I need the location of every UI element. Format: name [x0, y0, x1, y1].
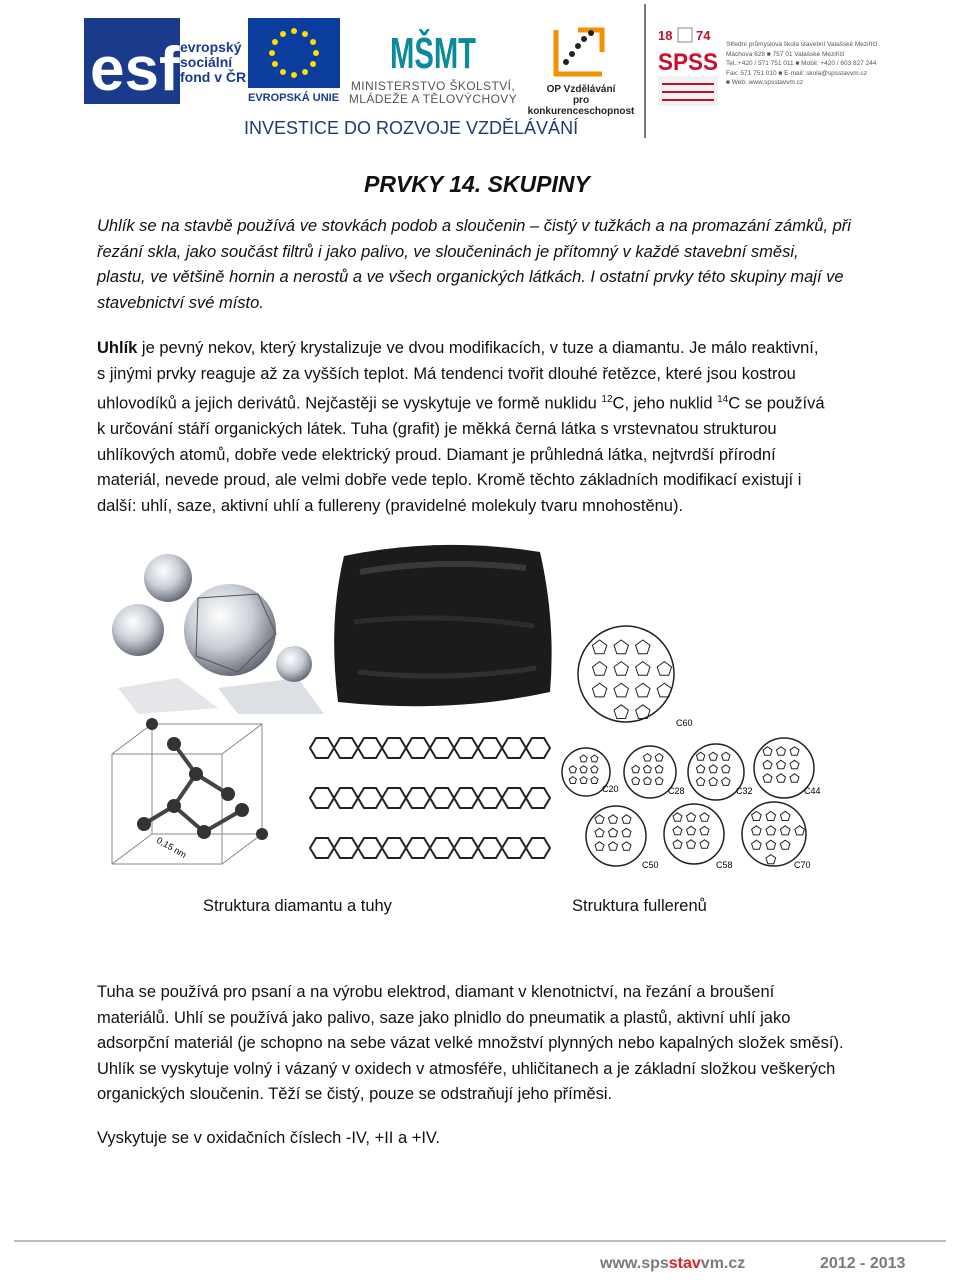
carbon-line-1-text: je pevný nekov, který krystalizuje ve dvou modifikacích, v tuze a diamantu. Je málo reaktivní,	[137, 339, 819, 357]
fullerene-diagram	[556, 622, 821, 874]
graphite-layer	[310, 788, 550, 808]
graphite-layer	[310, 838, 550, 858]
fullerene-facet	[622, 842, 631, 851]
carbon-line-1	[97, 336, 867, 362]
fullerene-facet	[687, 826, 696, 835]
fullerene-facet	[614, 640, 628, 654]
spss-logo	[656, 26, 720, 110]
eu-star-icon	[291, 72, 297, 78]
carbon-line-2: s jinými prvky reaguje až za vyšších teplot. Má tendenci tvořit dlouhé řetězce, které jsou kostrou	[97, 364, 796, 383]
header-slogan: INVESTICE DO ROZVOJE VZDĚLÁVÁNÍ	[244, 118, 579, 138]
msmt-logo	[390, 16, 520, 78]
graphite-photo	[330, 542, 556, 712]
fullerene-facet	[636, 705, 650, 719]
carbon-line-5: uhlíkových atomů, dobře vede elektrický proud. Diamant je průhledná látka, nejtvrdší přírodní	[97, 445, 776, 464]
fullerene-facet	[696, 777, 704, 785]
fullerene-facet	[569, 766, 576, 773]
op-logo	[548, 22, 610, 82]
op-title	[522, 84, 640, 117]
fullerene-facet	[657, 683, 671, 697]
fullerene-facet	[622, 828, 631, 837]
esf-logo-letters: esf	[90, 35, 180, 104]
carbon-paragraph	[97, 336, 867, 519]
school-contact-line: Střední průmyslová škola stavební Valašské Meziříčí	[726, 41, 878, 48]
eu-star-icon	[272, 61, 278, 67]
diamonds-photo	[98, 538, 324, 714]
nuclide-14-mass: 14	[717, 394, 729, 405]
footer-url-highlight: stav	[668, 1255, 701, 1272]
eu-star-icon	[302, 31, 308, 37]
fullerene-facet	[780, 826, 790, 835]
msmt-line-2: MLÁDEŽE A TĚLOVÝCHOVY	[348, 92, 518, 106]
intro-line: plastu, ve většině hornin a nerostů a ve všech organických látkách. I ostatní prvky této skupiny mají ve	[97, 268, 844, 286]
fullerene-facet	[766, 826, 776, 835]
msmt-logo-letters: MŠMT	[390, 29, 520, 78]
usage-line: organických sloučenin. Těží se čistý, pouze se odstraňují jeho příměsi.	[97, 1085, 613, 1103]
carbon-line-3-end: C se používá	[728, 394, 825, 413]
fullerene-facet	[569, 777, 576, 784]
fullerene-facet	[644, 777, 652, 784]
intro-line: stavebnictví své místo.	[97, 293, 264, 312]
eu-label: EVROPSKÁ UNIE	[248, 92, 340, 104]
fullerene-facet	[766, 811, 776, 820]
fullerene-facet	[795, 826, 805, 835]
fullerene-facet	[622, 815, 631, 824]
esf-line-2: sociální	[180, 54, 233, 70]
fullerene-facet	[592, 662, 606, 676]
fullerene-facet	[763, 774, 772, 783]
fullerene-facet	[709, 777, 717, 785]
usage-line: materiálů. Uhlí se používá jako palivo, saze jako plnidlo do pneumatik a plastů, aktivní uhlí jako	[97, 1008, 791, 1027]
fullerene-label-c58: C58	[716, 860, 733, 870]
eu-star-icon	[313, 50, 319, 56]
fullerene-facet	[763, 760, 772, 769]
caption-diamond-graphite: Struktura diamantu a tuhy	[203, 897, 392, 915]
fullerene-facet	[790, 747, 799, 756]
usage-line: Uhlík se vyskytuje volný i vázaný v oxidech v atmosféře, uhličitanech a je základní složkou veškerých	[97, 1059, 836, 1078]
eu-star-icon	[291, 28, 297, 34]
oxidation-states: Vyskytuje se v oxidačních číslech -IV, +II a +IV.	[97, 1129, 441, 1147]
fullerene-facet	[777, 760, 786, 769]
fullerene-facet	[752, 811, 762, 820]
carbon-line-4: k určování stáří organických látek. Tuha (grafit) je měkká černá látka s vrstevnatou strukturou	[97, 420, 777, 438]
fullerene-facet	[614, 705, 628, 719]
usage-line: Tuha se používá pro psaní a na výrobu elektrod, diamant v klenotnictví, na řezání a broušení	[97, 983, 775, 1001]
esf-title	[180, 40, 246, 85]
footer-url-suffix: vm.cz	[700, 1255, 746, 1272]
fullerene-facet	[609, 842, 618, 851]
eu-star-icon	[269, 50, 275, 56]
fullerene-facet	[790, 760, 799, 769]
footer-website-link[interactable]	[600, 1255, 745, 1273]
fullerene-label-c70: C70	[794, 860, 811, 870]
school-contact-line: ■ Web: www.spsstavvm.cz	[726, 79, 804, 86]
fullerene-facet	[790, 774, 799, 783]
fullerene-facet	[777, 747, 786, 756]
nuclide-12-mass: 12	[601, 394, 613, 405]
fullerene-facet	[592, 640, 606, 654]
fullerene-facet	[700, 826, 709, 835]
usage-line: adsorpční materiál (je schopno na sebe vázat velké množství plynných nebo kapalných složek směsí).	[97, 1034, 844, 1052]
fullerene-facet	[777, 774, 786, 783]
fullerene-facet	[700, 813, 709, 822]
carbon-line-3-text: uhlovodíků a jejich derivátů. Nejčastěji se vyskytuje ve formě nuklidu	[97, 394, 602, 413]
spss-year-left: 18	[658, 28, 673, 43]
fullerene-facet	[655, 765, 663, 772]
intro-paragraph	[97, 214, 867, 316]
fullerene-facet	[696, 752, 704, 760]
footer-school-year: 2012 - 2013	[820, 1255, 906, 1272]
fullerene-facet	[696, 765, 704, 773]
fullerene-facet	[580, 766, 587, 773]
fullerene-facet	[580, 777, 587, 784]
eu-flag-icon	[248, 18, 340, 88]
fullerene-facet	[722, 752, 730, 760]
esf-line-1: evropský	[180, 39, 242, 55]
caption-fullerenes: Struktura fullerenů	[572, 897, 707, 915]
fullerene-facet	[614, 662, 628, 676]
fullerene-facet	[673, 826, 682, 835]
eu-star-icon	[310, 61, 316, 67]
fullerene-facet	[766, 855, 776, 864]
school-contact-line: Fax: 571 751 010 ■ E-mail: skola@spsstavvm.cz	[726, 69, 867, 77]
esf-line-3: fond v ČR	[180, 69, 247, 85]
eu-star-icon	[280, 69, 286, 75]
fullerene-facet	[595, 842, 604, 851]
msmt-title	[348, 80, 518, 106]
fullerene-facet	[609, 828, 618, 837]
graphite-layers-diagram	[306, 724, 554, 870]
usage-paragraph	[97, 980, 867, 1108]
fullerene-facet	[592, 683, 606, 697]
fullerene-facet	[636, 683, 650, 697]
fullerene-facet	[632, 765, 640, 772]
op-line-2: pro konkurenceschopnost	[527, 95, 635, 117]
bond-length-label: 0,15 nm	[155, 835, 189, 860]
carbon-term: Uhlík	[97, 339, 138, 357]
eu-star-icon	[302, 69, 308, 75]
diamond-lattice-diagram	[104, 714, 284, 866]
fullerene-facet	[752, 840, 762, 849]
fullerene-facet	[709, 752, 717, 760]
fullerene-facet	[591, 777, 598, 784]
fullerene-label-c32: C32	[736, 786, 753, 796]
carbon-line-3-mid: C, jeho nuklid	[612, 394, 718, 413]
fullerene-facet	[700, 840, 709, 849]
intro-line: řezání skla, jako součást filtrů i jako palivo, ve sloučeninách je přítomný v každé stavební směsi,	[97, 242, 799, 261]
fullerene-facet	[763, 747, 772, 756]
fullerene-facet	[595, 828, 604, 837]
fullerene-facet	[709, 765, 717, 773]
fullerene-facet	[644, 754, 652, 761]
esf-logo	[84, 18, 180, 104]
fullerene-facet	[766, 840, 776, 849]
fullerene-facet	[687, 813, 696, 822]
fullerene-facet	[636, 662, 650, 676]
fullerene-facet	[580, 755, 587, 762]
fullerene-label-c44: C44	[804, 786, 821, 796]
fullerene-facet	[673, 840, 682, 849]
fullerene-facet	[609, 815, 618, 824]
fullerene-label-c28: C28	[668, 786, 685, 796]
spss-logo-letters: SPSS	[658, 49, 718, 76]
fullerene-facet	[780, 811, 790, 820]
school-contact-line: Máchova 628 ■ 757 01 Valašské Meziříčí	[726, 50, 845, 58]
msmt-line-1: MINISTERSTVO ŠKOLSTVÍ,	[350, 79, 516, 93]
header-divider	[644, 4, 646, 138]
op-line-1: OP Vzdělávání	[546, 84, 616, 95]
footer-url-prefix: www.sps	[600, 1255, 669, 1272]
fullerene-label-c20: C20	[602, 784, 619, 794]
fullerene-facet	[752, 826, 762, 835]
fullerene-facet	[780, 840, 790, 849]
graphite-layer	[310, 738, 550, 758]
fullerene-facet	[595, 815, 604, 824]
school-contact-line: Tel.:+420 / 571 751 011 ■ Mobil: +420 / 603 827 244	[726, 60, 877, 67]
fullerene-label-c50: C50	[642, 860, 659, 870]
fullerene-facet	[722, 777, 730, 785]
fullerene-facet	[657, 662, 671, 676]
fullerene-facet	[644, 765, 652, 772]
fullerene-facet	[722, 765, 730, 773]
school-contact	[726, 40, 878, 88]
intro-line: Uhlík se na stavbě používá ve stovkách podob a sloučenin – čistý v tužkách a na promazání zámků, při	[97, 217, 851, 235]
carbon-line-6: materiál, nevede proud, ale velmi dobře vede teplo. Kromě těchto základních modifikací existují i	[97, 471, 802, 489]
fullerene-facet	[591, 766, 598, 773]
fullerene-facet	[614, 683, 628, 697]
fullerene-facet	[591, 755, 598, 762]
eu-star-icon	[280, 31, 286, 37]
fullerene-facet	[673, 813, 682, 822]
eu-star-icon	[272, 39, 278, 45]
fullerene-facet	[655, 777, 663, 784]
fullerene-facet	[655, 754, 663, 761]
eu-star-icon	[310, 39, 316, 45]
fullerene-label-c60-large: C60	[676, 718, 693, 728]
spss-year-right: 74	[696, 28, 711, 43]
carbon-line-7: další: uhlí, saze, aktivní uhlí a fullereny (pravidelné molekuly tvaru mnohostěnu).	[97, 496, 684, 515]
fullerene-facet	[687, 840, 696, 849]
carbon-line-3	[97, 387, 867, 417]
fullerene-facet	[636, 640, 650, 654]
fullerene-facet	[632, 777, 640, 784]
footer-divider	[14, 1240, 946, 1242]
page-title: PRVKY 14. SKUPINY	[364, 171, 590, 197]
